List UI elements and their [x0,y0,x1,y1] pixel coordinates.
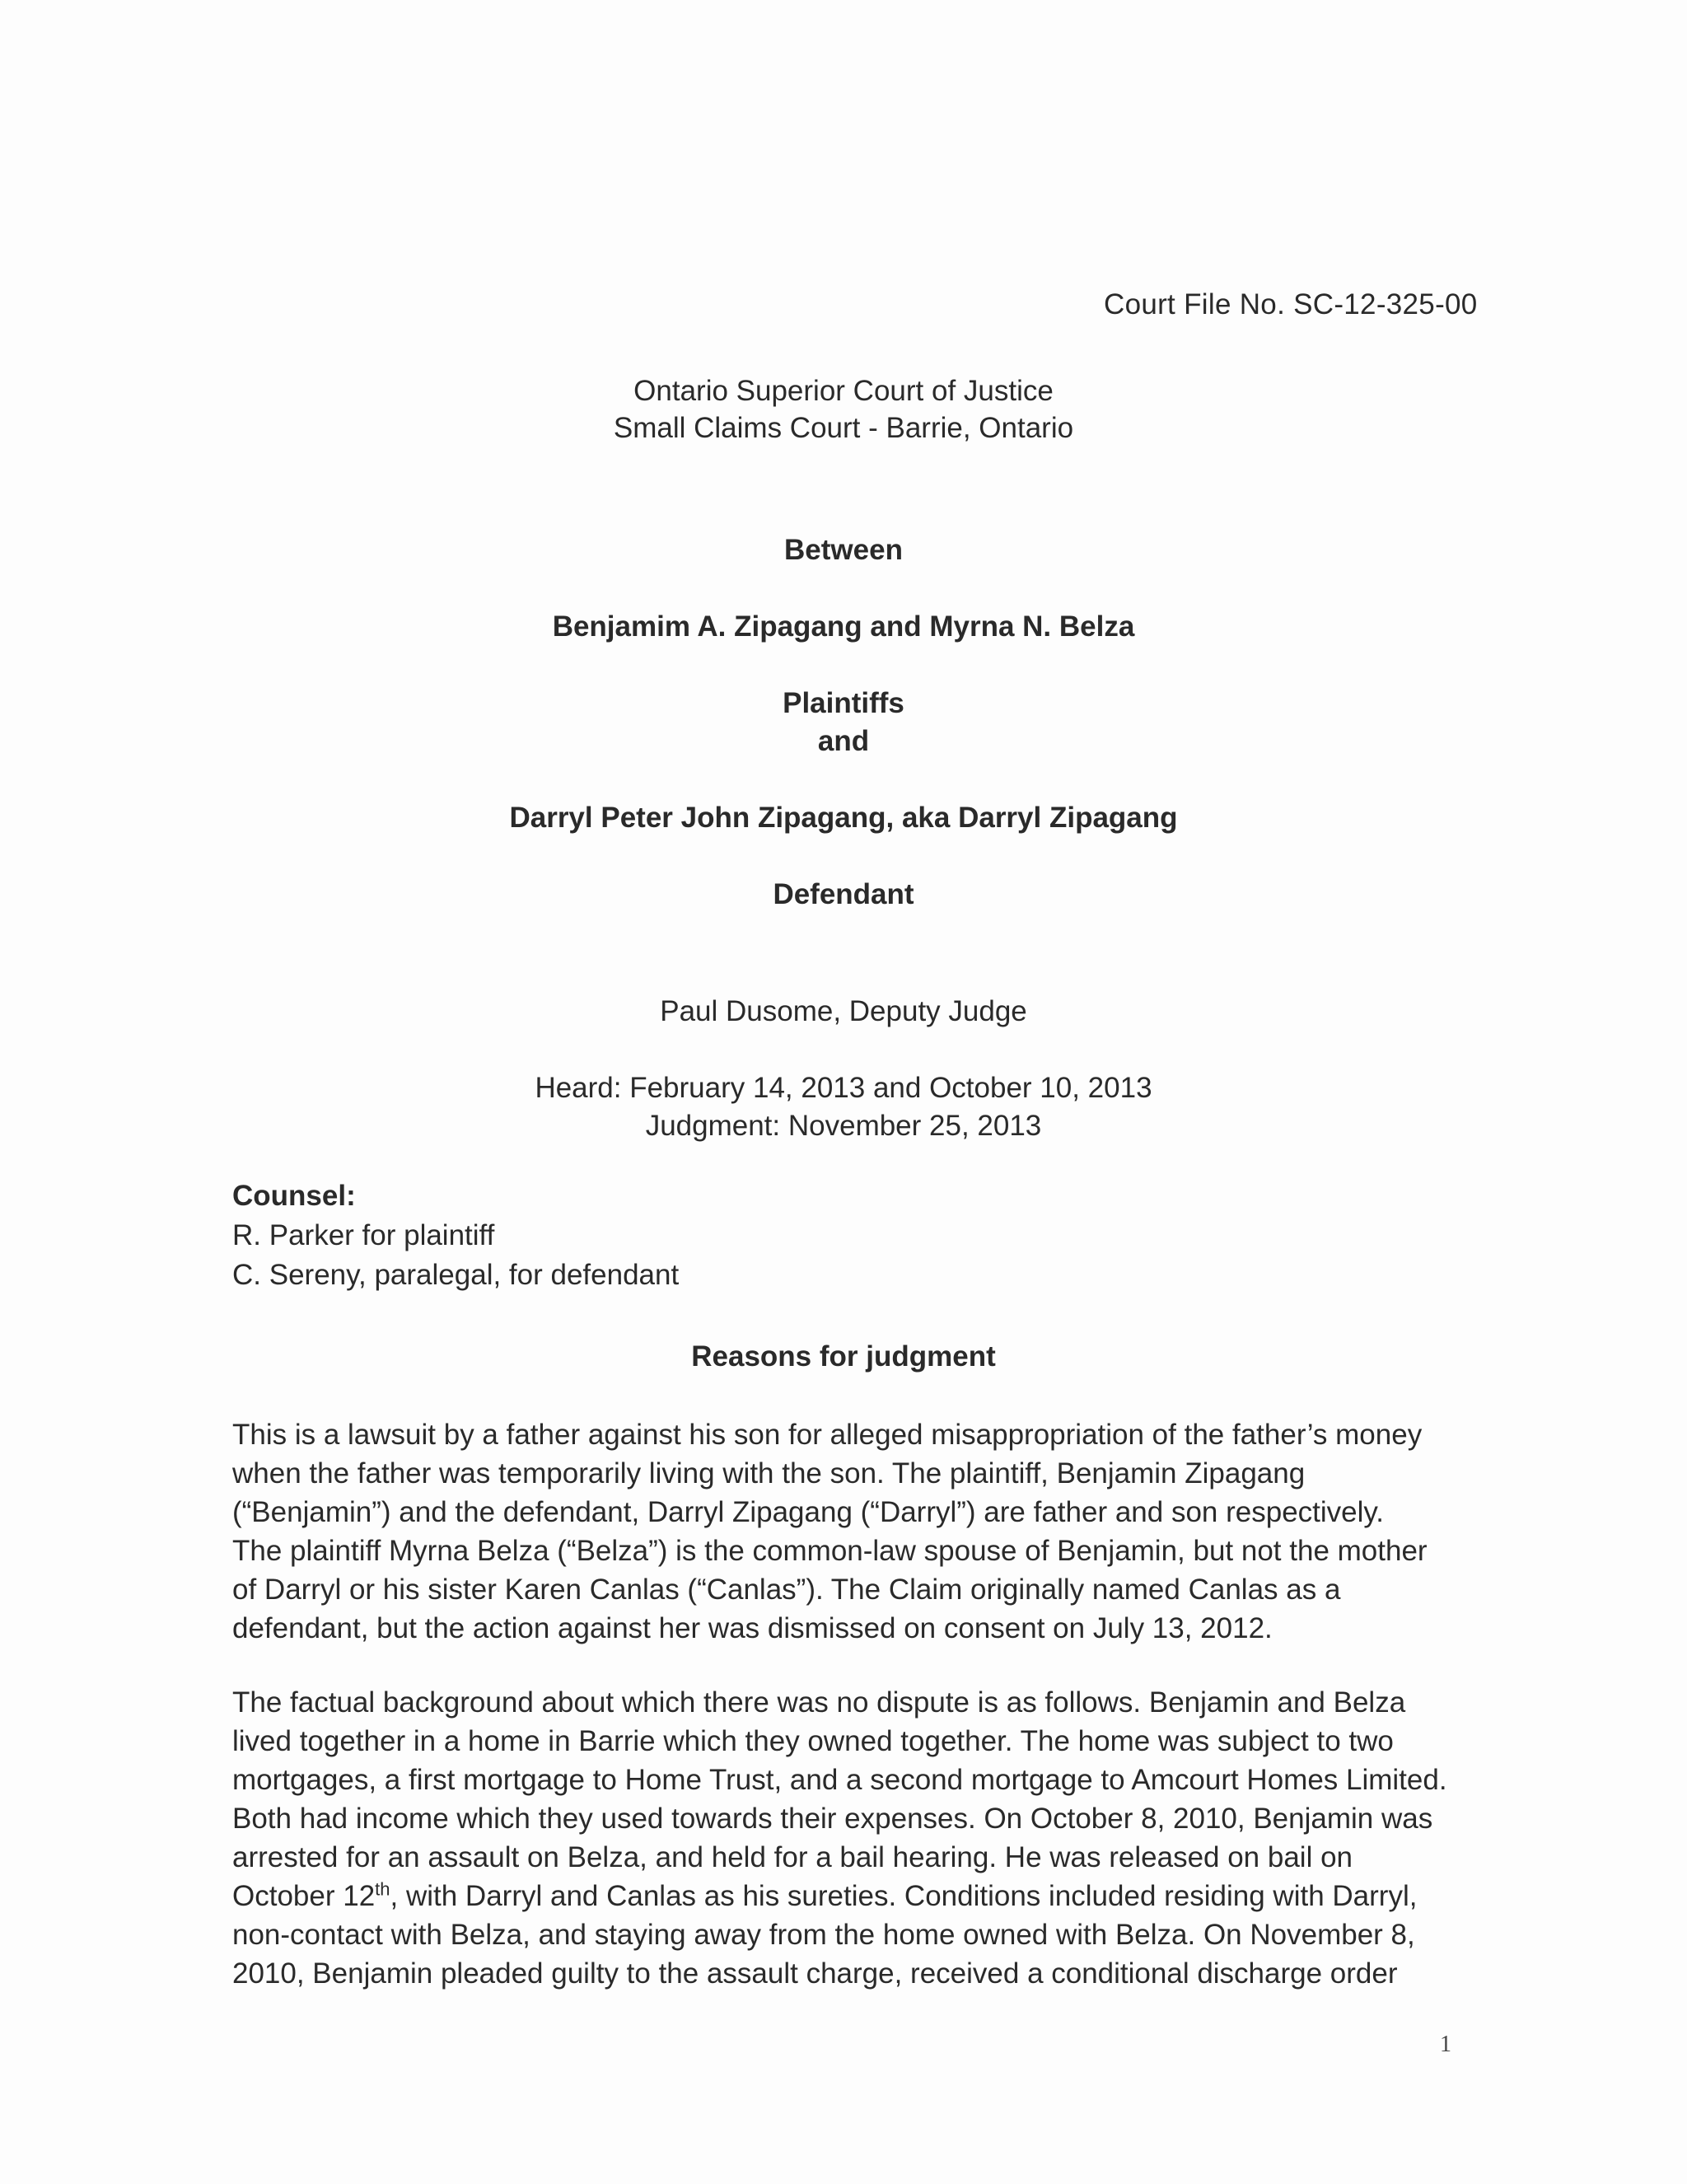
page-number: 1 [1440,2032,1451,2057]
paragraph-line: defendant, but the action against her was dismissed on consent on July 13, 2012. [232,1612,1273,1644]
paragraph-line: of Darryl or his sister Karen Canlas (“Canlas”). The Claim originally named Canlas as a [232,1574,1341,1606]
between-label: Between [784,534,903,566]
reasons-heading: Reasons for judgment [691,1340,996,1373]
plaintiffs-names: Benjamim A. Zipagang and Myrna N. Belza [552,610,1135,643]
paragraph-line: This is a lawsuit by a father against his son for alleged misappropriation of the father’s money [232,1419,1423,1451]
paragraph-line-with-superscript [232,1877,1484,1915]
paragraph-line: non-contact with Belza, and staying away from the home owned with Belza. On November 8, [232,1919,1415,1951]
court-name: Ontario Superior Court of Justice [633,375,1054,407]
line-text-before: October 12 [232,1880,376,1912]
line-text-after: , with Darryl and Canlas as his sureties. Conditions included residing with Darryl, [390,1880,1418,1912]
paragraph-line: when the father was temporarily living with the son. The plaintiff, Benjamin Zipagang [232,1457,1306,1490]
counsel-section [232,1176,679,1295]
defendant-label: Defendant [773,878,914,910]
court-division: Small Claims Court - Barrie, Ontario [613,412,1074,444]
paragraph-line: The factual background about which there was no dispute is as follows. Benjamin and Belza [232,1686,1406,1719]
counsel-defendant: C. Sereny, paralegal, for defendant [232,1259,680,1291]
counsel-plaintiff: R. Parker for plaintiff [232,1219,495,1251]
ordinal-superscript: th [375,1878,390,1900]
paragraph-line: arrested for an assault on Belza, and held for a bail hearing. He was released on bail on [232,1841,1353,1873]
paragraph-line: mortgages, a first mortgage to Home Trust, and a second mortgage to Amcourt Homes Limited. [232,1764,1447,1796]
paragraph-line: The plaintiff Myrna Belza (“Belza”) is the common-law spouse of Benjamin, but not the mother [232,1535,1428,1567]
and-label: and [817,725,870,757]
paragraph-line: Both had income which they used towards their expenses. On October 8, 2010, Benjamin was [232,1803,1433,1835]
heard-dates: Heard: February 14, 2013 and October 10, 2013 [535,1072,1152,1104]
defendant-name: Darryl Peter John Zipagang, aka Darryl Zipagang [509,802,1178,834]
paragraph-2 [232,1683,1484,1993]
plaintiffs-label: Plaintiffs [783,687,904,719]
judge-name: Paul Dusome, Deputy Judge [660,995,1027,1027]
paragraph-line: 2010, Benjamin pleaded guilty to the assault charge, received a conditional discharge order [232,1957,1398,1990]
paragraph-1 [232,1415,1484,1648]
counsel-heading: Counsel: [232,1180,356,1212]
paragraph-line: (“Benjamin”) and the defendant, Darryl Zipagang (“Darryl”) are father and son respectively. [232,1496,1385,1528]
judgment-date: Judgment: November 25, 2013 [645,1110,1042,1142]
paragraph-line: lived together in a home in Barrie which they owned together. The home was subject to two [232,1725,1394,1757]
court-file-number: Court File No. SC-12-325-00 [1104,288,1478,320]
